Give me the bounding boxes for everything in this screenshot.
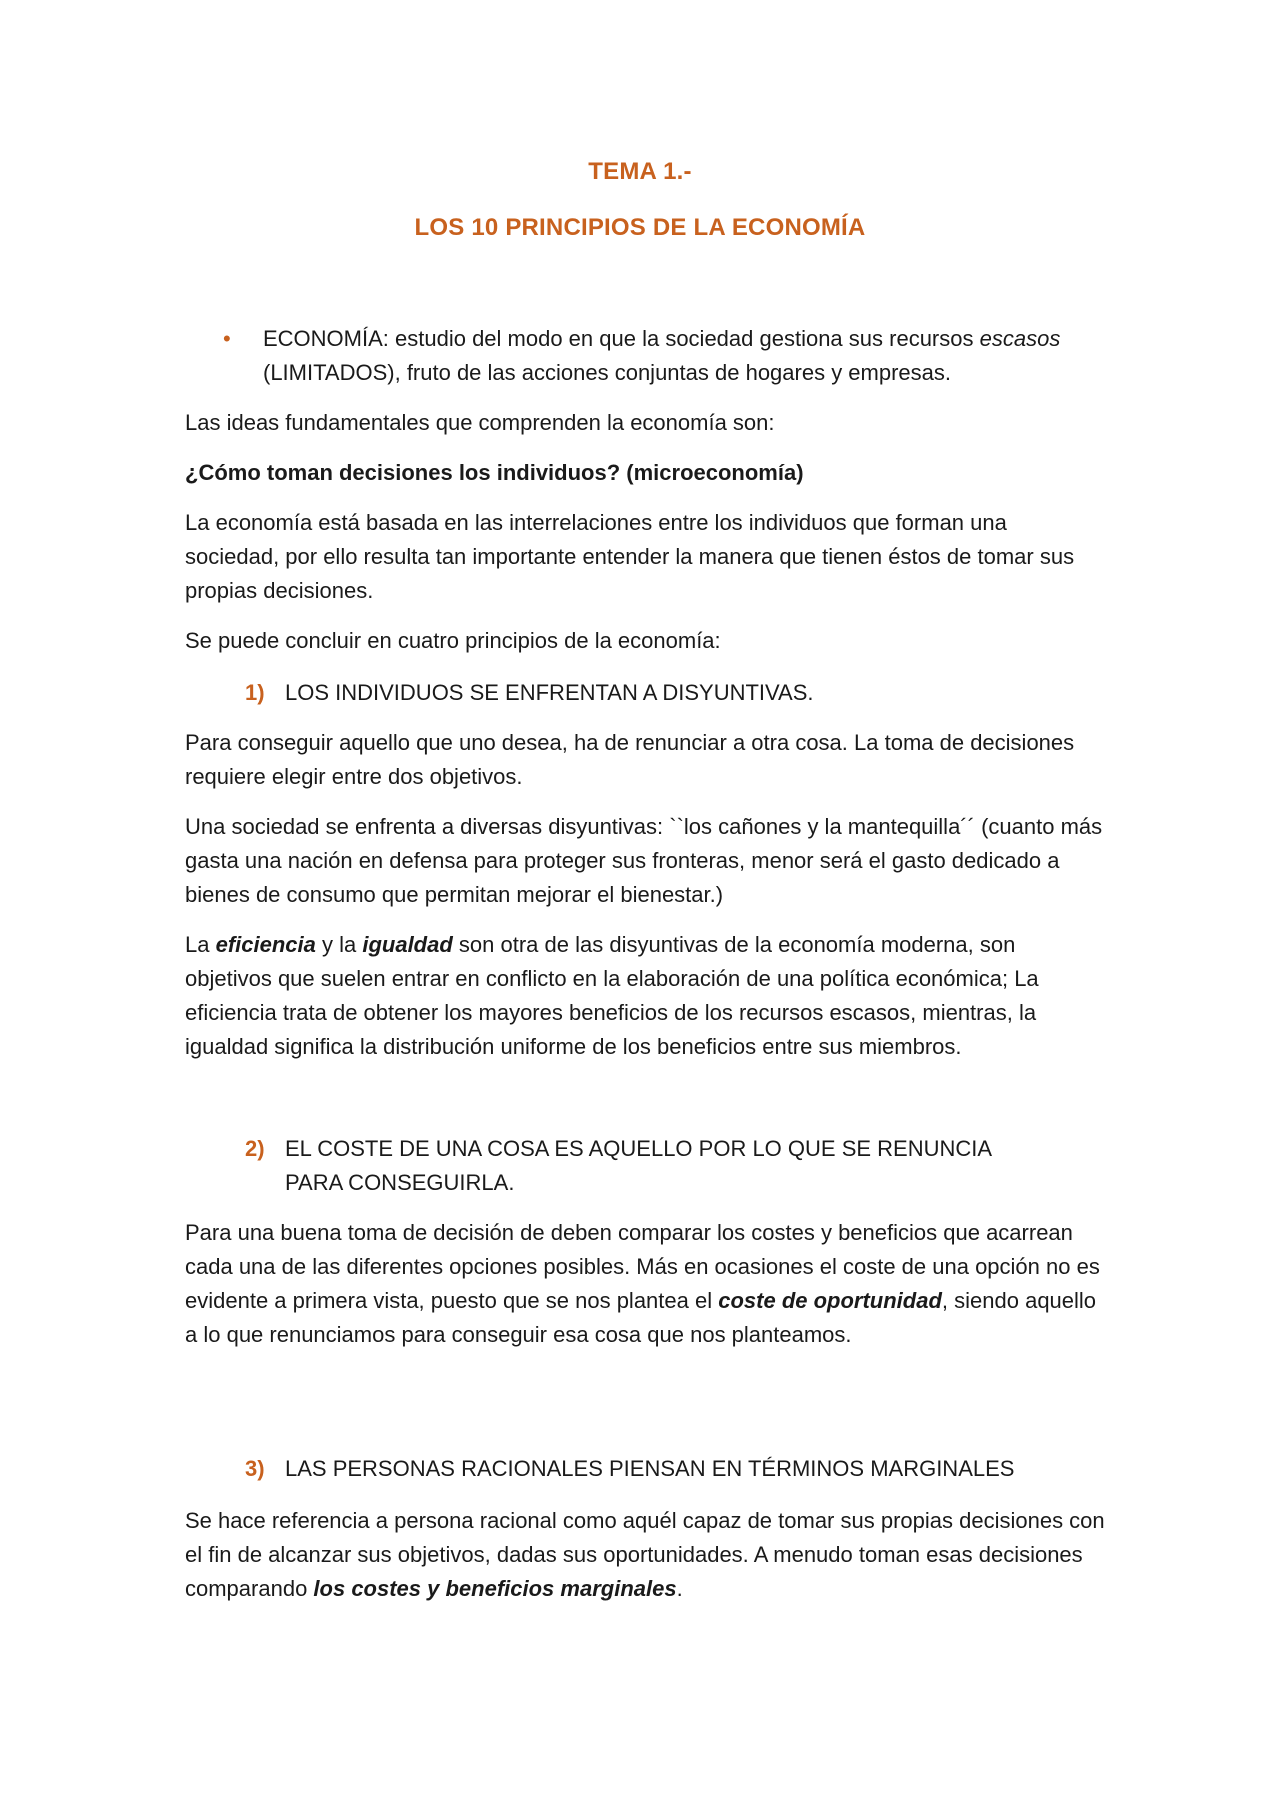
- paragraph-ideas: Las ideas fundamentales que comprenden la economía son:: [185, 410, 775, 435]
- paragraph-conseguir: Para conseguir aquello que uno desea, ha de renunciar a otra cosa. La toma de decisiones requiere elegir entre dos objetivos.: [185, 730, 1075, 789]
- coste-part1: Para una buena toma de decisión de deben comparar los costes y beneficios que acarrean cada una de las diferentes opciones posibles. Más en ocasiones el coste de una opción no es evidente a primera vista, puesto que se nos plantea el: [185, 1220, 1100, 1313]
- eficiencia-part2: y la: [315, 932, 363, 957]
- racional-part1: Se hace referencia a persona racional como aquél capaz de tomar sus propias decisiones con el fin de alcanzar sus objetivos, dadas sus oportunidades. A menudo toman esas decisiones comparando: [185, 1508, 1105, 1601]
- racional-part2: .: [676, 1576, 683, 1601]
- principle-number: 3): [245, 1456, 265, 1481]
- eficiencia-part1: La: [185, 932, 216, 957]
- coste-oportunidad-term: coste de oportunidad: [718, 1288, 942, 1313]
- eficiencia-term: eficiencia: [215, 932, 316, 957]
- bullet-text: [263, 322, 1105, 390]
- principle-text: LOS INDIVIDUOS SE ENFRENTAN A DISYUNTIVAS.: [285, 680, 814, 705]
- coste-part2: , siendo aquello a lo que renunciamos para conseguir esa cosa que nos planteamos.: [185, 1288, 1097, 1347]
- document-title-line1: TEMA 1.-: [588, 158, 692, 185]
- bullet-icon: •: [223, 326, 231, 351]
- principle-text: EL COSTE DE UNA COSA ES AQUELLO POR LO QUE SE RENUNCIA PARA CONSEGUIRLA.: [285, 1136, 991, 1195]
- principle-number: 1): [245, 680, 265, 705]
- principle-number: 2): [245, 1136, 265, 1161]
- principle-text: LAS PERSONAS RACIONALES PIENSAN EN TÉRMINOS MARGINALES: [285, 1456, 1015, 1481]
- paragraph-racional: [185, 1504, 1105, 1606]
- paragraph-sociedad: Una sociedad se enfrenta a diversas disyuntivas: ``los cañones y la mantequilla´´ (cuanto más gasta una nación en defensa para proteger sus fronteras, menor será el gasto dedicado a bienes de consumo que permitan mejorar el bienestar.): [185, 814, 1103, 907]
- document-title-line2: LOS 10 PRINCIPIOS DE LA ECONOMÍA: [414, 214, 866, 241]
- costes-marginales-term: los costes y beneficios marginales: [313, 1576, 677, 1601]
- bullet-text-part1: ECONOMÍA: estudio del modo en que la sociedad gestiona sus recursos: [263, 326, 980, 351]
- paragraph-eficiencia: [185, 928, 1105, 1064]
- paragraph-concluir: Se puede concluir en cuatro principios de la economía:: [185, 628, 721, 653]
- bullet-text-italic: escasos: [979, 326, 1061, 351]
- section-question-heading: ¿Cómo toman decisiones los individuos? (microeconomía): [185, 460, 804, 485]
- paragraph-interrelaciones: La economía está basada en las interrelaciones entre los individuos que forman una sociedad, por ello resulta tan importante entender la manera que tienen éstos de tomar sus propias decisiones.: [185, 510, 1075, 603]
- eficiencia-part3: son otra de las disyuntivas de la economía moderna, son objetivos que suelen entrar en conflicto en la elaboración de una política económica; La eficiencia trata de obtener los mayores beneficios de los recursos escasos, mientras, la igualdad significa la distribución uniforme de los beneficios entre sus miembros.: [185, 932, 1039, 1059]
- paragraph-coste: [185, 1216, 1105, 1352]
- bullet-text-part2: (LIMITADOS), fruto de las acciones conjuntas de hogares y empresas.: [263, 360, 952, 385]
- igualdad-term: igualdad: [362, 932, 453, 957]
